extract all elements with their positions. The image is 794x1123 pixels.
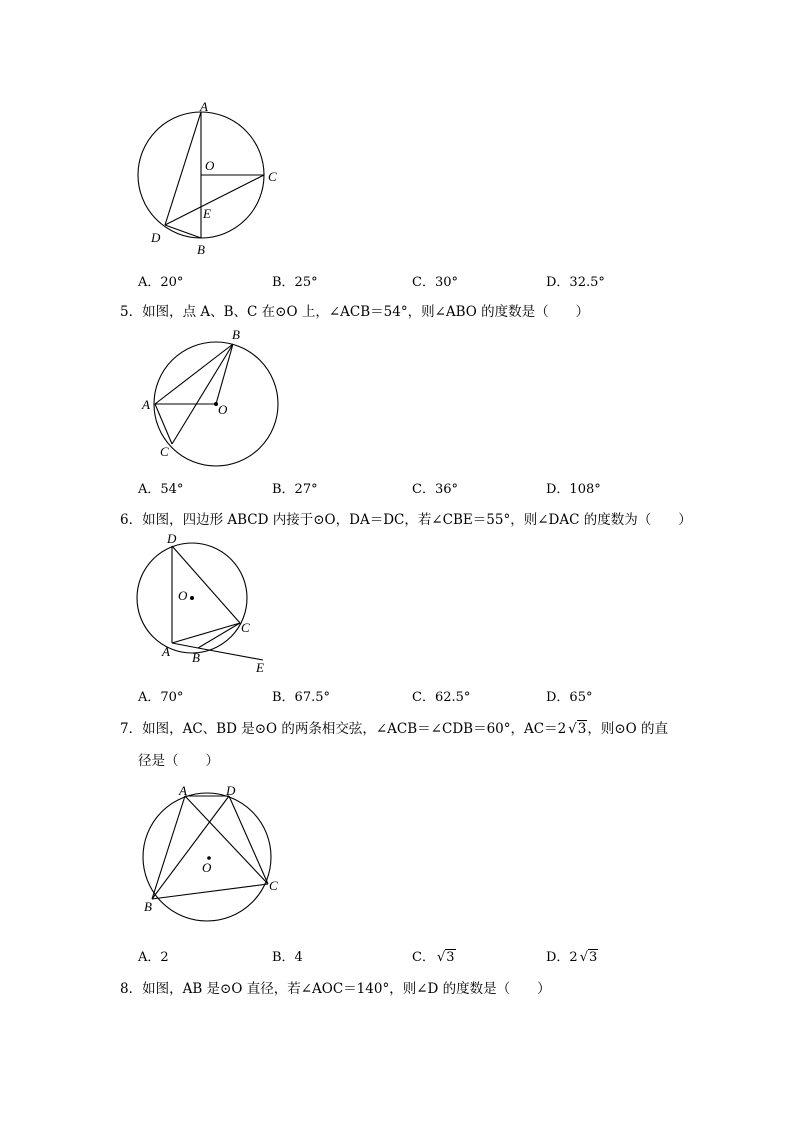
q7-option-b[interactable]: B．4 — [272, 950, 303, 965]
q7-text-post: ，则⊙O 的直 — [587, 721, 669, 737]
q5-option-b[interactable]: B．27° — [272, 482, 318, 497]
q5-label-b: B — [232, 327, 240, 342]
q6-label-b: B — [192, 650, 200, 665]
q7-options — [0, 946, 794, 964]
q4-option-c[interactable]: C．30° — [412, 275, 458, 290]
q5-label-c: C — [160, 444, 169, 459]
q7-option-c[interactable] — [412, 946, 456, 965]
q6-option-b[interactable]: B．67.5° — [272, 690, 330, 705]
q7-line-ac — [185, 796, 268, 884]
q4-diagram — [130, 95, 290, 260]
q7-label-a: A — [179, 783, 187, 798]
q6-option-d[interactable]: D．65° — [546, 690, 593, 705]
q5-diagram — [138, 325, 288, 470]
q7-option-d-prefix: D．2 — [546, 950, 578, 965]
q7-line-dc — [229, 796, 268, 884]
q7-option-c-radicand: 3 — [446, 950, 455, 965]
q4-label-d: D — [151, 230, 161, 245]
q6-line-ac — [172, 623, 240, 643]
q5-options — [0, 478, 794, 496]
q4-options — [0, 271, 794, 289]
q6-center-dot — [190, 596, 194, 600]
q4-label-c: C — [268, 169, 277, 184]
q7-figure — [135, 780, 295, 924]
q7-question-line2: 径是（ ） — [138, 753, 219, 769]
q5-line-cb — [172, 344, 233, 444]
q7-line-bc — [152, 884, 268, 899]
q7-option-d-sqrt: √3 — [579, 950, 598, 965]
q6-option-c[interactable]: C．62.5° — [412, 690, 471, 705]
q7-option-d-radicand: 3 — [589, 950, 598, 965]
q4-line-db — [165, 225, 201, 238]
q7-option-a[interactable]: A．2 — [138, 950, 169, 965]
q5-label-a: A — [142, 397, 150, 412]
q6-label-a: A — [162, 644, 170, 659]
q6-label-e: E — [256, 660, 264, 675]
q7-circle — [143, 793, 271, 921]
q5-option-d[interactable]: D．108° — [546, 482, 601, 497]
q5-line-ab — [155, 344, 233, 404]
q4-line-dc — [165, 175, 264, 225]
q4-option-a[interactable]: A．20° — [138, 275, 184, 290]
q7-sqrt: √3 — [568, 721, 587, 737]
q4-label-a: A — [200, 99, 208, 114]
q7-label-b: B — [144, 899, 152, 914]
q5-question-text: 5．如图，点 A、B、C 在⊙O 上，∠ACB＝54°，则∠ABO 的度数是（ ） — [120, 304, 590, 320]
q8-question-text: 8．如图，AB 是⊙O 直径，若∠AOC＝140°，则∠D 的度数是（ ） — [120, 981, 551, 997]
q4-option-b[interactable]: B．25° — [272, 275, 318, 290]
q5-option-c[interactable]: C．36° — [412, 482, 458, 497]
q7-sqrt-radicand: 3 — [577, 721, 587, 737]
q7-option-d[interactable] — [546, 946, 598, 965]
q7-option-c-prefix: C． — [412, 950, 435, 965]
q4-line-ad — [165, 112, 201, 225]
q4-label-e: E — [203, 206, 211, 221]
q7-label-o: O — [202, 860, 212, 875]
q6-diagram — [130, 530, 280, 680]
q7-option-c-sqrt: √3 — [436, 950, 455, 965]
q6-line-ab — [172, 643, 198, 648]
q6-label-d: D — [167, 531, 177, 546]
q7-question-line1 — [120, 717, 668, 737]
q6-figure — [130, 530, 280, 684]
q4-option-d[interactable]: D．32.5° — [546, 275, 605, 290]
q6-question-text: 6．如图，四边形 ABCD 内接于⊙O，DA＝DC，若∠CBE＝55°，则∠DAC 的度数为（ ） — [120, 512, 692, 528]
q6-line-be — [198, 648, 263, 660]
q5-figure — [138, 325, 288, 474]
q4-label-o: O — [205, 158, 215, 173]
q6-label-o: O — [178, 588, 188, 603]
q7-line-db — [152, 796, 229, 899]
q6-label-c: C — [241, 620, 250, 635]
q5-line-ob — [216, 344, 233, 404]
q7-text-pre: 7．如图，AC、BD 是⊙O 的两条相交弦，∠ACB＝∠CDB＝60°，AC＝2 — [120, 721, 567, 737]
q6-option-a[interactable]: A．70° — [138, 690, 184, 705]
q7-diagram — [135, 780, 295, 920]
q4-label-b: B — [197, 242, 205, 257]
q6-line-bc — [198, 623, 240, 648]
q5-option-a[interactable]: A．54° — [138, 482, 184, 497]
q4-figure — [130, 95, 290, 264]
q6-options — [0, 686, 794, 704]
q5-label-o: O — [218, 402, 228, 417]
q7-label-c: C — [269, 878, 278, 893]
q7-label-d: D — [226, 783, 236, 798]
q7-line-ab — [152, 796, 185, 899]
